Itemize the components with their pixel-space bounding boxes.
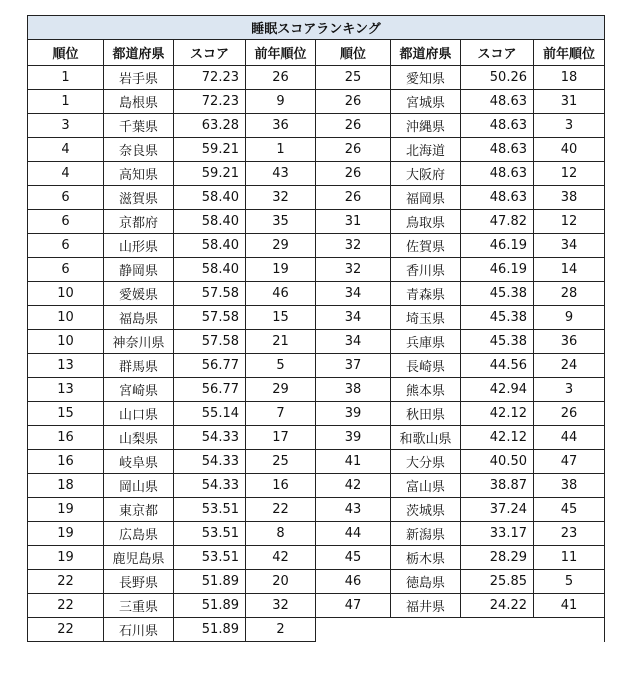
rank-cell: 38 (316, 378, 391, 402)
prev-rank-cell: 16 (246, 474, 316, 498)
prefecture-cell: 栃木県 (391, 546, 461, 570)
prev-rank-cell: 29 (246, 378, 316, 402)
prefecture-cell: 大阪府 (391, 162, 461, 186)
prefecture-cell: 長崎県 (391, 354, 461, 378)
prefecture-cell: 富山県 (391, 474, 461, 498)
score-cell: 45.38 (461, 282, 534, 306)
score-cell: 55.14 (174, 402, 246, 426)
ranking-sheet (27, 15, 604, 642)
rank-cell: 37 (316, 354, 391, 378)
score-cell: 42.12 (461, 426, 534, 450)
prefecture-cell: 埼玉県 (391, 306, 461, 330)
rank-cell: 34 (316, 306, 391, 330)
rank-cell: 26 (316, 138, 391, 162)
prev-rank-cell: 3 (534, 378, 605, 402)
rank-cell: 19 (28, 522, 104, 546)
table-row (28, 402, 605, 426)
prefecture-cell: 秋田県 (391, 402, 461, 426)
header-score-left: スコア (174, 40, 246, 66)
prefecture-cell: 高知県 (104, 162, 174, 186)
prev-rank-cell: 8 (246, 522, 316, 546)
prev-rank-cell: 26 (534, 402, 605, 426)
prev-rank-cell: 18 (534, 66, 605, 90)
prev-rank-cell: 1 (246, 138, 316, 162)
rank-cell: 1 (28, 66, 104, 90)
prev-rank-cell: 38 (534, 186, 605, 210)
rank-cell: 46 (316, 570, 391, 594)
prev-rank-cell: 9 (246, 90, 316, 114)
prefecture-cell: 奈良県 (104, 138, 174, 162)
prefecture-cell: 山口県 (104, 402, 174, 426)
rank-cell: 4 (28, 162, 104, 186)
prev-rank-cell: 12 (534, 210, 605, 234)
rank-cell: 15 (28, 402, 104, 426)
prev-rank-cell: 45 (534, 498, 605, 522)
table-row (28, 210, 605, 234)
score-cell: 72.23 (174, 66, 246, 90)
rank-cell: 6 (28, 234, 104, 258)
score-cell: 46.19 (461, 258, 534, 282)
prev-rank-cell: 3 (534, 114, 605, 138)
rank-cell: 39 (316, 426, 391, 450)
rank-cell: 41 (316, 450, 391, 474)
rank-cell: 22 (28, 570, 104, 594)
score-cell: 57.58 (174, 330, 246, 354)
score-cell: 72.23 (174, 90, 246, 114)
prefecture-cell: 愛知県 (391, 66, 461, 90)
rank-cell: 4 (28, 138, 104, 162)
header-rank-left: 順位 (28, 40, 104, 66)
score-cell: 42.94 (461, 378, 534, 402)
rank-cell: 6 (28, 258, 104, 282)
prev-rank-cell: 24 (534, 354, 605, 378)
prefecture-cell: 鹿児島県 (104, 546, 174, 570)
prefecture-cell: 静岡県 (104, 258, 174, 282)
prefecture-cell: 青森県 (391, 282, 461, 306)
score-cell: 54.33 (174, 426, 246, 450)
rank-cell: 10 (28, 282, 104, 306)
table-row (28, 330, 605, 354)
prefecture-cell: 東京都 (104, 498, 174, 522)
prev-rank-cell: 23 (534, 522, 605, 546)
prev-rank-cell: 17 (246, 426, 316, 450)
rank-cell: 25 (316, 66, 391, 90)
rank-cell: 3 (28, 114, 104, 138)
prefecture-cell: 茨城県 (391, 498, 461, 522)
prefecture-cell: 和歌山県 (391, 426, 461, 450)
table-row (28, 306, 605, 330)
prefecture-cell: 福井県 (391, 594, 461, 618)
prev-rank-cell: 32 (246, 594, 316, 618)
rank-cell: 10 (28, 330, 104, 354)
empty-cell (534, 618, 605, 642)
prefecture-cell: 滋賀県 (104, 186, 174, 210)
rank-cell: 16 (28, 450, 104, 474)
rank-cell: 47 (316, 594, 391, 618)
table-row (28, 258, 605, 282)
table-row (28, 66, 605, 90)
table-row (28, 90, 605, 114)
score-cell: 63.28 (174, 114, 246, 138)
table-row (28, 570, 605, 594)
score-cell: 50.26 (461, 66, 534, 90)
prefecture-cell: 群馬県 (104, 354, 174, 378)
prefecture-cell: 千葉県 (104, 114, 174, 138)
prev-rank-cell: 5 (534, 570, 605, 594)
score-cell: 57.58 (174, 282, 246, 306)
rank-cell: 6 (28, 186, 104, 210)
empty-cell (316, 618, 391, 642)
prev-rank-cell: 43 (246, 162, 316, 186)
header-prev-rank-right: 前年順位 (534, 40, 605, 66)
table-row (28, 282, 605, 306)
ranking-table (27, 15, 605, 642)
score-cell: 54.33 (174, 450, 246, 474)
prefecture-cell: 熊本県 (391, 378, 461, 402)
prefecture-cell: 石川県 (104, 618, 174, 642)
table-row (28, 234, 605, 258)
score-cell: 53.51 (174, 498, 246, 522)
empty-cell (461, 618, 534, 642)
score-cell: 54.33 (174, 474, 246, 498)
prefecture-cell: 佐賀県 (391, 234, 461, 258)
header-prev-rank-left: 前年順位 (246, 40, 316, 66)
rank-cell: 45 (316, 546, 391, 570)
score-cell: 58.40 (174, 186, 246, 210)
rank-cell: 26 (316, 114, 391, 138)
table-row (28, 354, 605, 378)
table-row (28, 138, 605, 162)
table-row (28, 594, 605, 618)
score-cell: 37.24 (461, 498, 534, 522)
rank-cell: 13 (28, 378, 104, 402)
score-cell: 33.17 (461, 522, 534, 546)
prev-rank-cell: 20 (246, 570, 316, 594)
score-cell: 58.40 (174, 210, 246, 234)
header-prefecture-left: 都道府県 (104, 40, 174, 66)
score-cell: 44.56 (461, 354, 534, 378)
score-cell: 46.19 (461, 234, 534, 258)
score-cell: 48.63 (461, 114, 534, 138)
score-cell: 58.40 (174, 234, 246, 258)
prefecture-cell: 山梨県 (104, 426, 174, 450)
prev-rank-cell: 12 (534, 162, 605, 186)
prefecture-cell: 兵庫県 (391, 330, 461, 354)
table-row (28, 474, 605, 498)
table-row (28, 546, 605, 570)
prefecture-cell: 沖縄県 (391, 114, 461, 138)
rank-cell: 34 (316, 282, 391, 306)
score-cell: 48.63 (461, 90, 534, 114)
score-cell: 53.51 (174, 546, 246, 570)
prev-rank-cell: 32 (246, 186, 316, 210)
rank-cell: 26 (316, 162, 391, 186)
score-cell: 51.89 (174, 618, 246, 642)
prefecture-cell: 岡山県 (104, 474, 174, 498)
rank-cell: 32 (316, 234, 391, 258)
score-cell: 25.85 (461, 570, 534, 594)
prev-rank-cell: 7 (246, 402, 316, 426)
prev-rank-cell: 44 (534, 426, 605, 450)
rank-cell: 32 (316, 258, 391, 282)
prefecture-cell: 福岡県 (391, 186, 461, 210)
prefecture-cell: 愛媛県 (104, 282, 174, 306)
score-cell: 40.50 (461, 450, 534, 474)
table-row (28, 498, 605, 522)
rank-cell: 43 (316, 498, 391, 522)
score-cell: 51.89 (174, 594, 246, 618)
prefecture-cell: 宮崎県 (104, 378, 174, 402)
prev-rank-cell: 35 (246, 210, 316, 234)
prev-rank-cell: 36 (534, 330, 605, 354)
rank-cell: 16 (28, 426, 104, 450)
prefecture-cell: 三重県 (104, 594, 174, 618)
rank-cell: 10 (28, 306, 104, 330)
table-row (28, 522, 605, 546)
prev-rank-cell: 19 (246, 258, 316, 282)
score-cell: 59.21 (174, 138, 246, 162)
score-cell: 53.51 (174, 522, 246, 546)
score-cell: 51.89 (174, 570, 246, 594)
prev-rank-cell: 5 (246, 354, 316, 378)
prev-rank-cell: 2 (246, 618, 316, 642)
table-row (28, 162, 605, 186)
prefecture-cell: 北海道 (391, 138, 461, 162)
prev-rank-cell: 42 (246, 546, 316, 570)
prefecture-cell: 鳥取県 (391, 210, 461, 234)
prefecture-cell: 宮城県 (391, 90, 461, 114)
prev-rank-cell: 29 (246, 234, 316, 258)
rank-cell: 42 (316, 474, 391, 498)
table-row (28, 618, 605, 642)
score-cell: 48.63 (461, 162, 534, 186)
prev-rank-cell: 15 (246, 306, 316, 330)
prefecture-cell: 岩手県 (104, 66, 174, 90)
prefecture-cell: 神奈川県 (104, 330, 174, 354)
prev-rank-cell: 25 (246, 450, 316, 474)
table-title: 睡眠スコアランキング (28, 16, 605, 40)
rank-cell: 19 (28, 546, 104, 570)
prefecture-cell: 香川県 (391, 258, 461, 282)
prev-rank-cell: 14 (534, 258, 605, 282)
header-score-right: スコア (461, 40, 534, 66)
prev-rank-cell: 22 (246, 498, 316, 522)
prefecture-cell: 長野県 (104, 570, 174, 594)
table-row (28, 450, 605, 474)
prev-rank-cell: 47 (534, 450, 605, 474)
prev-rank-cell: 26 (246, 66, 316, 90)
prefecture-cell: 山形県 (104, 234, 174, 258)
prev-rank-cell: 11 (534, 546, 605, 570)
score-cell: 48.63 (461, 138, 534, 162)
header-prefecture-right: 都道府県 (391, 40, 461, 66)
rank-cell: 34 (316, 330, 391, 354)
score-cell: 48.63 (461, 186, 534, 210)
prev-rank-cell: 21 (246, 330, 316, 354)
rank-cell: 22 (28, 618, 104, 642)
score-cell: 45.38 (461, 306, 534, 330)
prev-rank-cell: 41 (534, 594, 605, 618)
score-cell: 45.38 (461, 330, 534, 354)
score-cell: 47.82 (461, 210, 534, 234)
rank-cell: 19 (28, 498, 104, 522)
table-row (28, 114, 605, 138)
prev-rank-cell: 36 (246, 114, 316, 138)
rank-cell: 26 (316, 90, 391, 114)
prefecture-cell: 広島県 (104, 522, 174, 546)
prefecture-cell: 福島県 (104, 306, 174, 330)
prefecture-cell: 大分県 (391, 450, 461, 474)
table-row (28, 186, 605, 210)
score-cell: 24.22 (461, 594, 534, 618)
prefecture-cell: 徳島県 (391, 570, 461, 594)
header-rank-right: 順位 (316, 40, 391, 66)
score-cell: 58.40 (174, 258, 246, 282)
prev-rank-cell: 40 (534, 138, 605, 162)
prefecture-cell: 岐阜県 (104, 450, 174, 474)
table-row (28, 426, 605, 450)
rank-cell: 13 (28, 354, 104, 378)
score-cell: 56.77 (174, 354, 246, 378)
score-cell: 38.87 (461, 474, 534, 498)
prev-rank-cell: 38 (534, 474, 605, 498)
rank-cell: 44 (316, 522, 391, 546)
prev-rank-cell: 28 (534, 282, 605, 306)
prev-rank-cell: 46 (246, 282, 316, 306)
prev-rank-cell: 31 (534, 90, 605, 114)
score-cell: 28.29 (461, 546, 534, 570)
rank-cell: 22 (28, 594, 104, 618)
score-cell: 57.58 (174, 306, 246, 330)
score-cell: 59.21 (174, 162, 246, 186)
score-cell: 56.77 (174, 378, 246, 402)
header-row (28, 40, 605, 66)
prefecture-cell: 新潟県 (391, 522, 461, 546)
rank-cell: 1 (28, 90, 104, 114)
empty-cell (391, 618, 461, 642)
prev-rank-cell: 9 (534, 306, 605, 330)
prefecture-cell: 島根県 (104, 90, 174, 114)
rank-cell: 18 (28, 474, 104, 498)
prev-rank-cell: 34 (534, 234, 605, 258)
prefecture-cell: 京都府 (104, 210, 174, 234)
table-row (28, 378, 605, 402)
rank-cell: 39 (316, 402, 391, 426)
score-cell: 42.12 (461, 402, 534, 426)
rank-cell: 6 (28, 210, 104, 234)
rank-cell: 31 (316, 210, 391, 234)
rank-cell: 26 (316, 186, 391, 210)
